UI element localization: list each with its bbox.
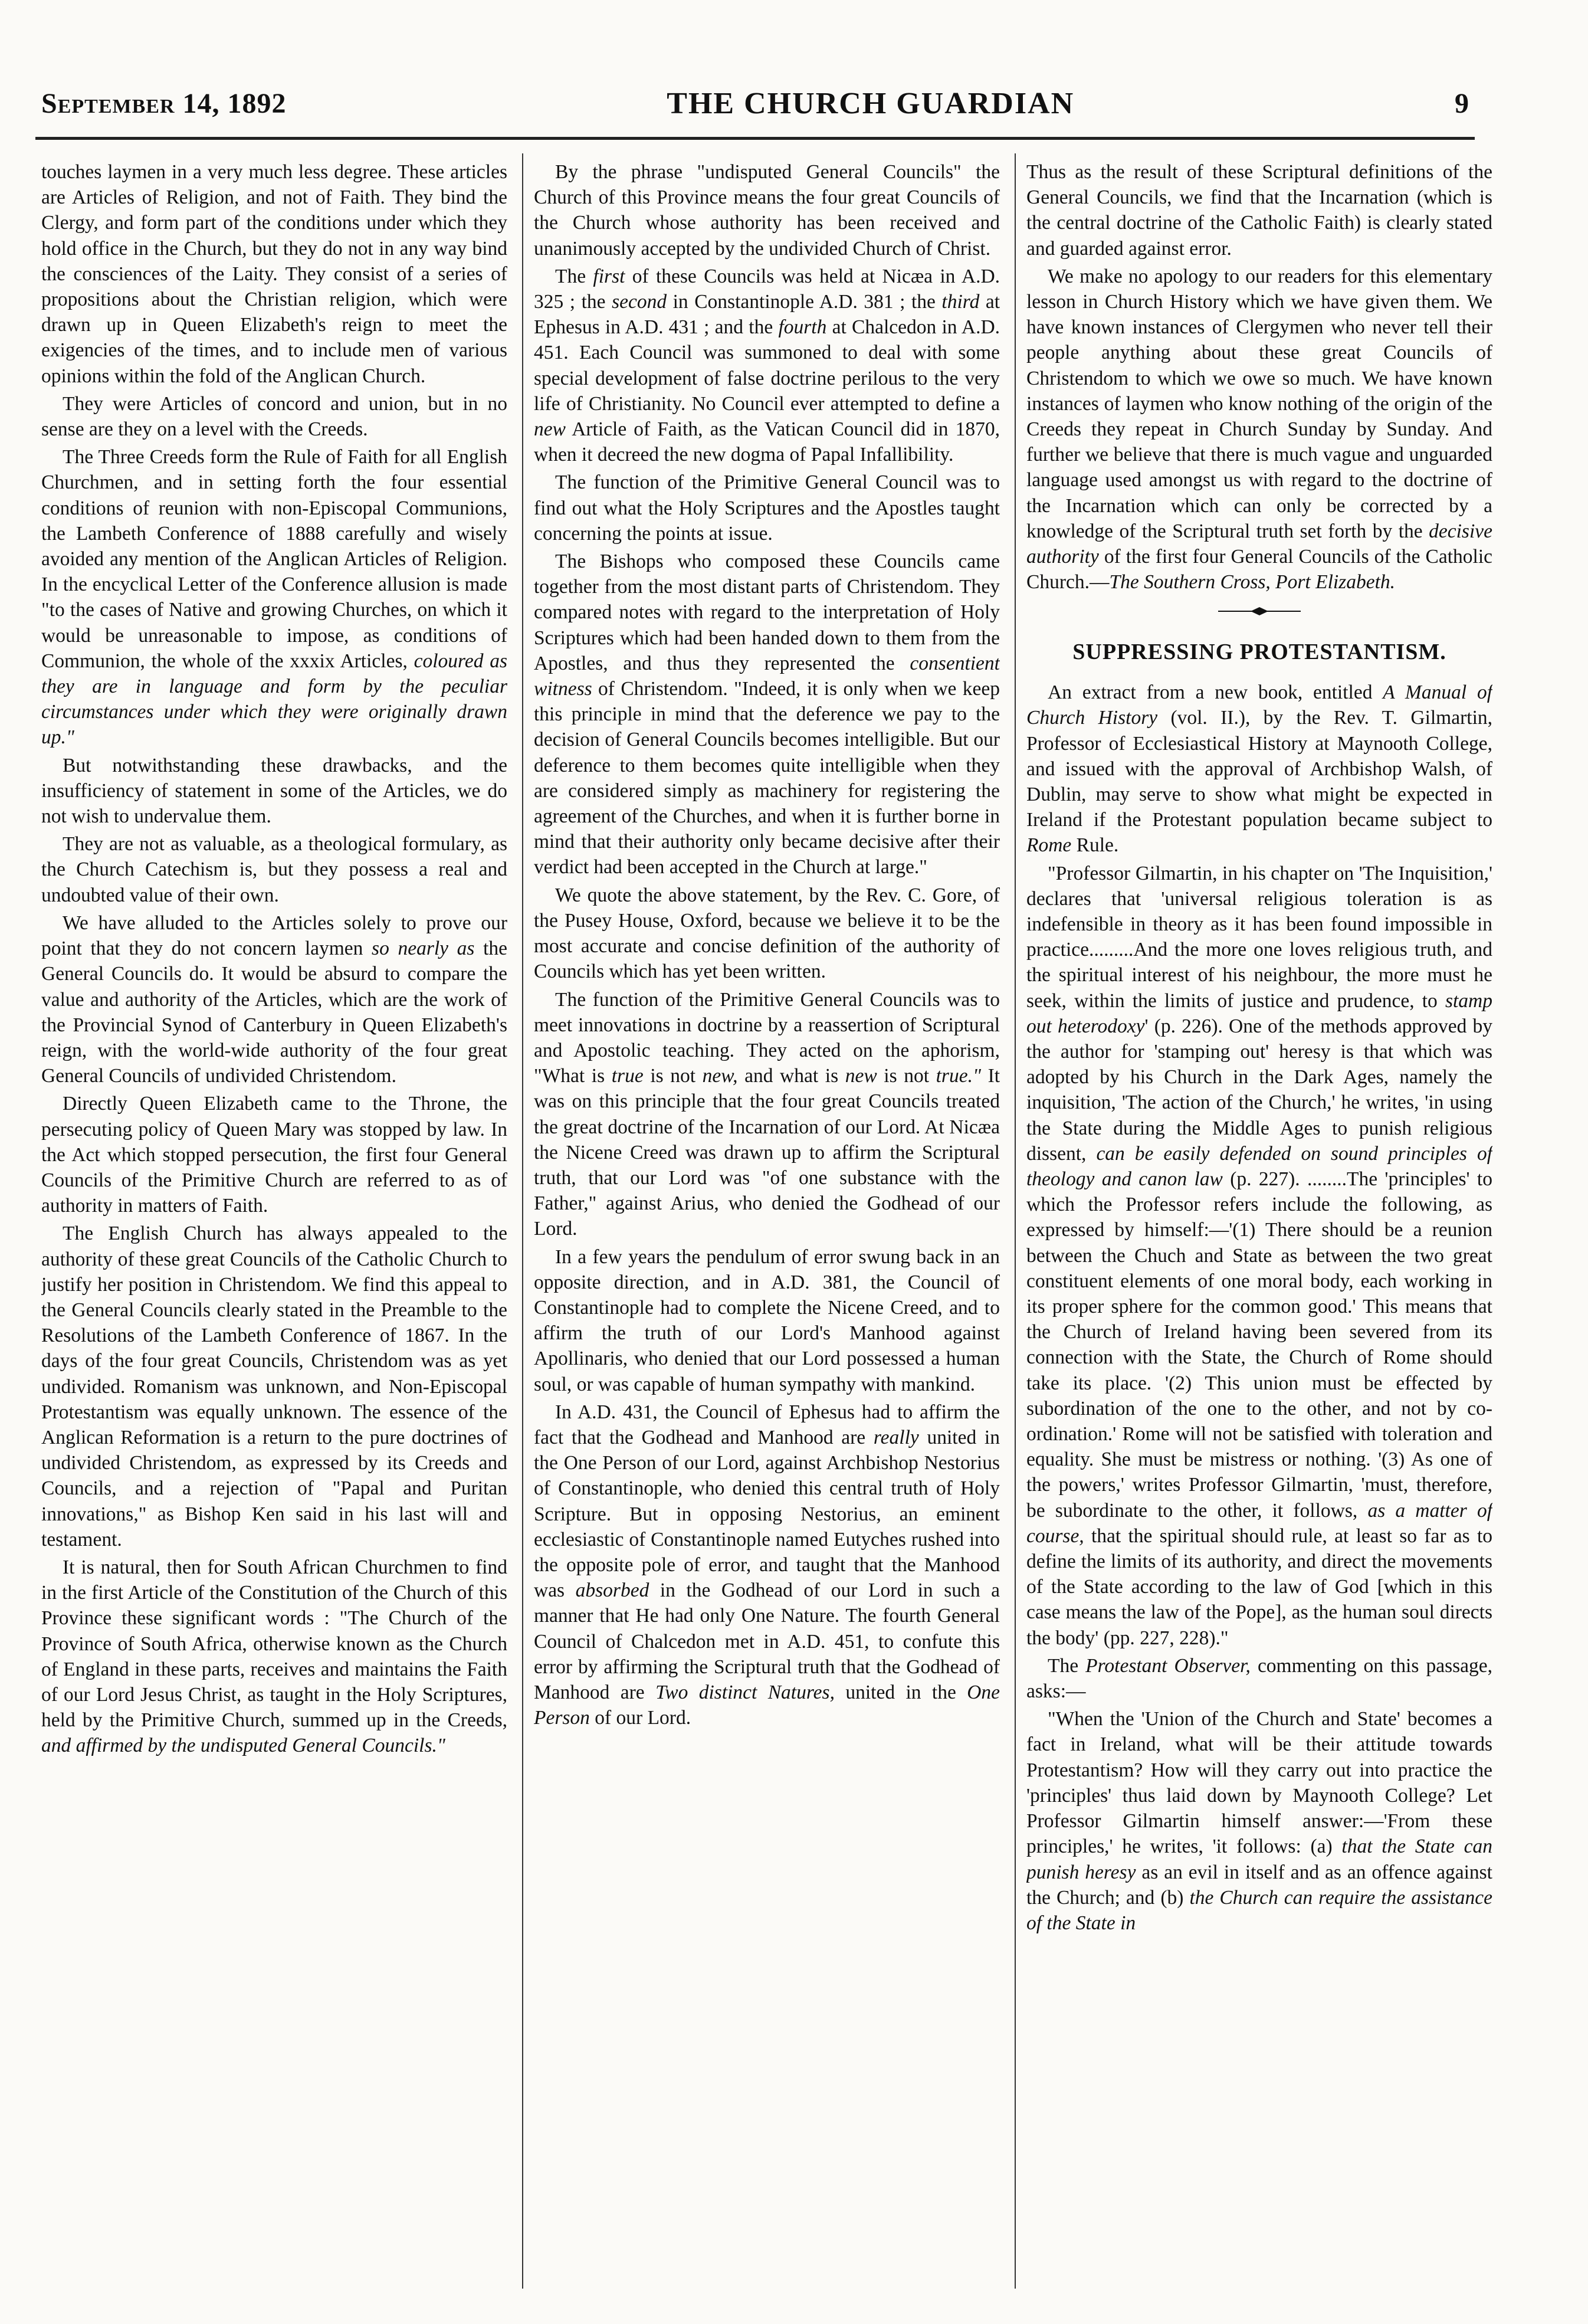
paragraph-text: Directly Queen Elizabeth came to the Throne, the persecuting policy of Queen Mary was stopped by law. In the Act which stopped persecution, the first four General Councils of the Primitive Church are referred to as of authority in matters of Faith. [41,1093,507,1217]
paragraph-text: The [1048,1654,1079,1677]
emphasis: new [534,418,566,441]
paragraph-text: "Professor Gilmartin, in his chapter on 'The Inquisition,' declares that 'universal religious toleration is as indefensible in theory as it has been found impossible in practice.........And the more one loves religious truth, and the spiritual interest of his neighbour, the more must he seek, within the limits of justice and prudence, to [1026,862,1492,1012]
paragraph-text: the General Councils do. It would be absurd to compare the value and authority of the Articles, which are the work of the Provincial Synod of Canterbury in Queen Elizabeth's reign, with the world-wide authority of the four great General Councils of undivided Christendom. [41,938,507,1087]
paragraph-text: (p. 227). ........The 'principles' to which the Professor refers include the following, as expressed by himself:—'(1) There should be a reunion between the Chuch and State as between the two great constituent elements of one moral body, each working in its proper sphere for the common good.' This means that the Church of Ireland having been severed from its connection with the State, the Church of Rome should take its place. '(2) This union must be effected by subordination of the one to the other, and not by co-ordination.' Rome will not be satisfied with toleration and equality. She must be mistress or nothing. '(3) As one of the powers,' writes Professor Gilmartin, 'must, therefore, be subordinate to the other, it follows, [1026,1168,1492,1522]
newspaper-name: Protestant Observer, [1085,1654,1251,1677]
emphasis: decisive authority [1026,520,1492,568]
paragraph [41,159,507,389]
paragraph [41,910,507,1089]
masthead [41,83,1469,124]
column-divider [1015,153,1016,2289]
emphasis: can be easily defended on sound principles of theology and canon law [1026,1142,1492,1191]
paragraph [1026,861,1492,1651]
paragraph-text: at Ephesus in A.D. 431 ; and the [534,291,1000,339]
emphasis: Rome [1026,834,1072,857]
paragraph-text: In A.D. 431, the Council of Ephesus had to affirm the fact that the Godhead and Manhood are [534,1401,1000,1448]
paragraph [1026,264,1492,595]
paragraph-text: at Chalcedon in A.D. 451. Each Council was summoned to deal with some special development of false doctrine perilous to the very life of Christianity. No Council ever attempted to define a [534,316,1000,415]
section-ornament [1026,601,1492,624]
paragraph [1026,1653,1492,1704]
emphasis: really [873,1426,919,1448]
column-1 [41,159,507,2300]
paragraph-text: Article of Faith, as the Vatican Council did in 1870, when it decreed the new dogma of Papal Infallibility. [534,418,1000,466]
paragraph-text: In a few years the pendulum of error swung back in an opposite direction, and in A.D. 381, the Council of Constantinople had to complete the Nicene Creed, and to affirm the truth of our Lord's Manhood against Apollinaris, who denied that our Lord possessed a human soul, or was capable of human sympathy with mankind. [534,1245,1000,1395]
paragraph-text: of these Councils was held at Nicæa in A.D. 325 ; the [534,265,1000,313]
paragraph [41,1091,507,1218]
newspaper-title: THE CHURCH GUARDIAN [667,86,1075,120]
paragraph [534,1399,1000,1731]
paragraph [41,831,507,908]
emphasis: so nearly as [372,938,475,960]
paragraph-text: of Christendom. "Indeed, it is only when we keep this principle in mind that the deference we pay to the decision of General Councils becomes intelligible. But our deference to them becomes quite intelligible when they are considered simply as machinery for registering the agreement of the Churches, and when it is further borne in mind that their authority only became decisive after their verdict had been accepted in the Church at large." [534,678,1000,879]
paragraph-text: "When the 'Union of the Church and State' becomes a fact in Ireland, what will be their attitude towards Protestantism? How will they carry out into practice the 'principles' thus laid down by Maynooth College? Let Professor Gilmartin himself answer:—'From these principles,' he writes, 'it follows: (a) [1026,1708,1492,1858]
paragraph-text: (vol. II.), by the Rev. T. Gilmartin, Professor of Ecclesiastical History at Maynooth College, and issued with the approval of Archbishop Walsh, of Dublin, may serve to show what might be expected in Ireland if the Protestant population became subject to [1026,707,1492,831]
paragraph [41,444,507,750]
section-heading: SUPPRESSING PROTESTANTISM. [1072,640,1446,665]
paragraph-text: is not [884,1065,930,1087]
masthead-rule [35,137,1475,140]
paragraph-text: Rule. [1076,834,1119,857]
paragraph-text: united in the One Person of our Lord, against Archbishop Nestorius of Constantinople, who denied this central truth of Holy Scripture. But in opposing Nestorius, an eminent ecclesiastic of Constantinople named Eutyches rushed into the opposite pole of error, and taught that the Manhood was [534,1426,1000,1602]
paragraph-text: But notwithstanding these drawbacks, and the insufficiency of statement in some of the Articles, we do not wish to undervalue them. [41,754,507,828]
paragraph-text: of the first four General Councils of the Catholic Church.— [1026,546,1492,594]
paragraph-text: in Constantinople A.D. 381 ; the [672,291,936,313]
paragraph [534,1244,1000,1397]
paragraph [534,470,1000,546]
emphasis: the Church can require the assistance of the State in [1026,1886,1492,1934]
emphasis: first [593,265,625,287]
column-divider [522,153,523,2289]
column-2 [534,159,1000,2300]
emphasis: third [941,291,980,313]
paragraph-text: The English Church has always appealed to the authority of these great Councils of the Catholic Church to justify her position in Christendom. We find this appeal to the General Councils clearly stated in the Preamble to the Resolutions of the Lambeth Conference of 1867. In the days of the four great Councils, Christendom was as yet undivided. Romanism was unknown, and Non-Episcopal Protestantism was equally unknown. The essence of the Anglican Reformation is a return to the pure doctrines of undivided Christendom, as expressed by its Creeds and Councils, and a rejection of "Papal and Puritan innovations," as Bishop Ken said in his last will and testament. [41,1222,507,1551]
column-3 [1026,159,1492,2300]
emphasis: new [845,1065,877,1087]
paragraph-text: It is natural, then for South African Churchmen to find in the first Article of the Constitution of the Church of this Province these significant words : "The Church of the Province of South Africa, otherwise known as the Church of England in these parts, receives and maintains the Faith of our Lord Jesus Christ, as taught in the Holy Scriptures, held by the Primitive Church, summed up in the Creeds, [41,1556,507,1732]
emphasis: as a matter of course, [1026,1499,1492,1547]
paragraph-text: It was on this principle that the four great Councils treated the great doctrine of the Incarnation of our Lord. At Nicæa the Nicene Creed was drawn up to affirm the Scriptural truth, that our Lord was "of one substance with the Father," against Arius, who denied the Godhead of our Lord. [534,1065,1000,1240]
emphasis: absorbed [575,1579,649,1602]
paragraph-text: We quote the above statement, by the Rev. C. Gore, of the Pusey House, Oxford, because we believe it to be the most accurate and concise definition of the authority of Councils which has yet been written. [534,884,1000,983]
paragraph-text: The function of the Primitive General Councils was to meet innovations in doctrine by a reassertion of Scriptural and Apostolic teaching. They acted on the aphorism, "What is [534,988,1000,1087]
paragraph-text: The function of the Primitive General Council was to find out what the Holy Scriptures and the Apostles taught concerning the points at issue. [534,471,1000,545]
paragraph-text: The [555,265,586,287]
paragraph [41,753,507,830]
paragraph-text: is not [650,1065,696,1087]
ornament-rule-icon [1218,605,1301,617]
paragraph-text: and what is [744,1065,839,1087]
emphasis: fourth [778,316,827,339]
paragraph [534,987,1000,1242]
emphasis: new, [702,1065,738,1087]
paragraph-text: ' (p. 226). One of the methods approved by the author for 'stamping out' heresy is that which was adopted by his Church in the Dark Ages, namely the inquisition, 'The action of the Church,' he writes, 'in using the State during the Middle Ages to punish religious dissent, [1026,1015,1492,1165]
emphasis: true [611,1065,644,1087]
paragraph [1026,1706,1492,1936]
emphasis: and affirmed by the undisputed General Councils." [41,1735,445,1757]
paragraph [41,1555,507,1759]
emphasis: One Person [534,1681,1000,1729]
paragraph [41,1221,507,1552]
emphasis: true." [936,1065,982,1087]
emphasis: Two distinct Natures, [655,1681,835,1703]
paragraph-text: that the spiritual should rule, at least so far as to define the limits of its authority, and direct the movements of the State according to the law of God [which in this case means the law of the Pope], as the human soul directs the body' (pp. 227, 228)." [1026,1525,1492,1649]
paragraph-text: of our Lord. [595,1707,691,1729]
paragraph [534,883,1000,985]
emphasis: stamp out heterodoxy [1026,989,1492,1037]
paragraph [1026,159,1492,261]
emphasis: second [612,291,667,313]
emphasis: consentient witness [534,652,1000,700]
paragraph [534,159,1000,261]
paragraph-text: The Bishops who composed these Councils came together from the most distant parts of Christendom. They compared notes with regard to the interpretation of Holy Scriptures which had been handed down to them from the Apostles, and thus they represented the [534,550,1000,674]
paragraph-text: Thus as the result of these Scriptural definitions of the General Councils, we find that the Incarnation (which is the central doctrine of the Catholic Faith) is clearly stated and guarded against error. [1026,161,1492,260]
paragraph-text: By the phrase "undisputed General Councils" the Church of this Province means the four great Councils of the Church whose authority has been received and unanimously accepted by the undivided Church of Christ. [534,161,1000,260]
paragraph-text: in the Godhead of our Lord in such a manner that He had only One Nature. The fourth General Council of Chalcedon met in A.D. 451, to confute this error by affirming the Scriptural truth that the Godhead of Manhood are [534,1579,1000,1703]
paragraph-text: They were Articles of concord and union, but in no sense are they on a level with the Creeds. [41,392,507,441]
issue-date: September 14, 1892 [41,87,287,119]
page-number: 9 [1454,87,1469,119]
paragraph [1026,680,1492,858]
paragraph-text: An extract from a new book, entitled [1048,681,1373,704]
paragraph-text: We make no apology to our readers for this elementary lesson in Church History which we have given them. We have known instances of Clergymen who never tell their people anything about these great Councils of Christendom to which we owe so much. We have known instances of laymen who know nothing of the origin of the Creeds they repeat in Church Sunday by Sunday. And further we believe that there is much vague and unguarded language used amongst us with regard to the doctrine of the Incarnation which can only be corrected by a knowledge of the Scriptural truth set forth by the [1026,265,1492,542]
paragraph [41,391,507,442]
source-credit: The Southern Cross, Port Elizabeth. [1109,571,1396,594]
paragraph [534,264,1000,468]
paragraph-text: The Three Creeds form the Rule of Faith for all English Churchmen, and in setting forth the four essential conditions of reunion with non-Episcopal Communions, the Lambeth Conference of 1888 carefully and wisely avoided any mention of the Anglican Articles of Religion. In the encyclical Letter of the Conference allusion is made "to the cases of Native and growing Churches, on which it would be unreasonable to impose, as conditions of Communion, the whole of the xxxix Articles, [41,446,507,672]
emphasis: that the State can punish heresy [1026,1835,1492,1883]
paragraph-text: They are not as valuable, as a theological formulary, as the Church Catechism is, but they possess a real and undoubted value of their own. [41,833,507,906]
paragraph-text: touches laymen in a very much less degree. These articles are Articles of Religion, and not of Faith. They bind the Clergy, and form part of the conditions under which they hold office in the Church, but they do not in any way bind the consciences of the Laity. They consist of a series of propositions about the Christian religion, which were drawn up in Queen Elizabeth's reign to meet the exigencies of the times, and to include men of various opinions within the fold of the Anglican Church. [41,161,507,387]
book-title: A Manual of Church History [1026,681,1492,729]
paragraph-text: as an evil in itself and as an offence against the Church; and (b) [1026,1861,1492,1909]
paragraph-text: commenting on this passage, asks:— [1026,1654,1492,1703]
paragraph-text: united in the [845,1681,956,1703]
paragraph-text: We have alluded to the Articles solely to prove our point that they do not concern laymen [41,912,507,960]
paragraph [534,549,1000,880]
quoted-italic: coloured as they are in language and form by the peculiar circumstances under which they were originally drawn up." [41,650,507,749]
